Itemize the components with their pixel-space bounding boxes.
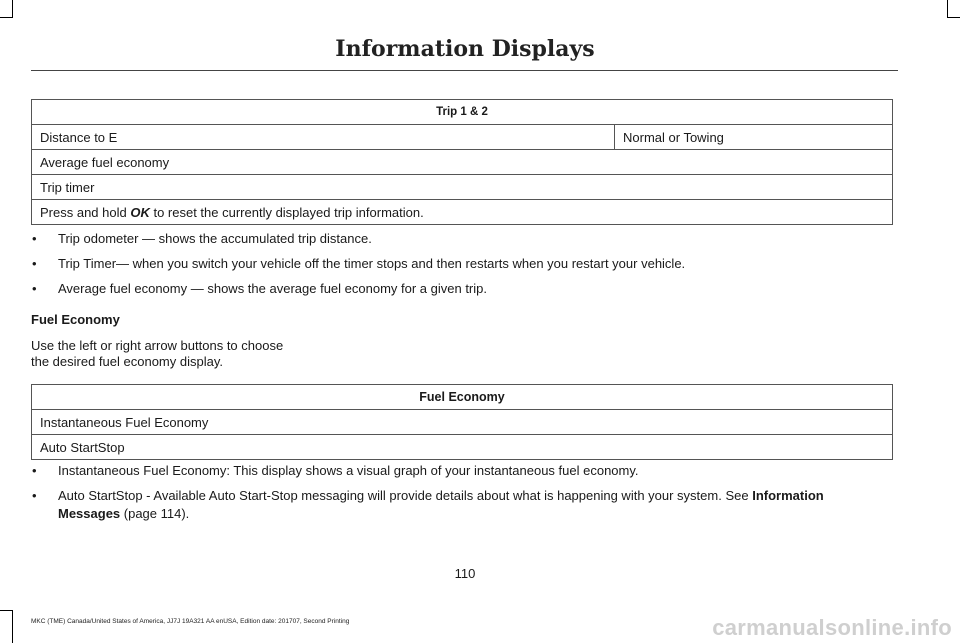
list-item xyxy=(31,230,893,248)
crop-mark-bottom-left-horizontal xyxy=(0,610,13,611)
list-item xyxy=(31,280,893,298)
average-fuel-economy-cell: Average fuel economy xyxy=(32,150,893,175)
instantaneous-fuel-economy-cell: Instantaneous Fuel Economy xyxy=(32,410,893,435)
trip-odometer-text: Trip odometer — shows the accumulated trip distance. xyxy=(58,231,372,246)
table-row xyxy=(32,175,893,200)
bullet-icon: • xyxy=(32,463,37,478)
crop-mark-bottom-left-vertical xyxy=(12,610,13,643)
trip-bullet-list xyxy=(31,230,893,305)
trip-timer-cell: Trip timer xyxy=(32,175,893,200)
crop-mark-top-right-vertical xyxy=(947,0,948,18)
header-divider xyxy=(31,70,898,71)
trip-table xyxy=(31,99,893,225)
bullet-icon: • xyxy=(32,488,37,503)
table-row xyxy=(32,125,893,150)
reset-text-after: to reset the currently displayed trip information. xyxy=(149,204,424,220)
crop-mark-top-right-horizontal xyxy=(947,17,960,18)
fuel-table-header: Fuel Economy xyxy=(32,385,893,410)
ok-button-label: OK xyxy=(130,204,150,220)
fuel-economy-heading: Fuel Economy xyxy=(31,312,120,327)
list-item xyxy=(31,487,893,523)
crop-mark-top-left-horizontal xyxy=(0,17,13,18)
list-item xyxy=(31,462,893,480)
trip-table-header: Trip 1 & 2 xyxy=(32,100,893,125)
auto-startstop-cell: Auto StartStop xyxy=(32,435,893,460)
watermark: carmanualsonline.info xyxy=(712,615,952,640)
bullet-icon: • xyxy=(32,281,37,296)
information-messages-link[interactable]: Information Messages xyxy=(58,488,824,521)
fuel-economy-intro-line-2: the desired fuel economy display. xyxy=(31,354,223,369)
fuel-economy-intro-line-1: Use the left or right arrow buttons to choose xyxy=(31,338,284,353)
table-row xyxy=(32,200,893,225)
table-header-row xyxy=(32,100,893,125)
page-reference: (page 114). xyxy=(120,506,190,521)
bullet-icon: • xyxy=(32,256,37,271)
average-fuel-economy-text: Average fuel economy — shows the average fuel economy for a given trip. xyxy=(58,281,487,296)
list-item xyxy=(31,255,893,273)
page-title: Information Displays xyxy=(335,36,595,62)
page-number: 110 xyxy=(454,566,476,581)
bullet-icon: • xyxy=(32,231,37,246)
table-header-row xyxy=(32,385,893,410)
table-row xyxy=(32,410,893,435)
auto-startstop-text: Auto StartStop - Available Auto Start-Stop messaging will provide details about what is happening with your system. See xyxy=(58,488,753,503)
fuel-economy-table xyxy=(31,384,893,460)
reset-instruction-cell xyxy=(32,200,893,225)
table-row xyxy=(32,435,893,460)
table-row xyxy=(32,150,893,175)
trip-timer-text: Trip Timer— when you switch your vehicle off the timer stops and then restarts when you restart your vehicle. xyxy=(58,256,686,271)
fuel-bullet-list xyxy=(31,462,893,530)
instantaneous-fuel-economy-text: Instantaneous Fuel Economy: This display shows a visual graph of your instantaneous fuel economy. xyxy=(58,463,639,478)
distance-to-e-cell: Distance to E xyxy=(32,125,615,150)
footer-edition-info: MKC (TME) Canada/United States of America, JJ7J 19A321 AA enUSA, Edition date: 201707, Second Printing xyxy=(31,618,350,625)
reset-text-before: Press and hold xyxy=(40,204,131,220)
crop-mark-top-left-vertical xyxy=(12,0,13,18)
normal-or-towing-cell: Normal or Towing xyxy=(615,125,893,150)
